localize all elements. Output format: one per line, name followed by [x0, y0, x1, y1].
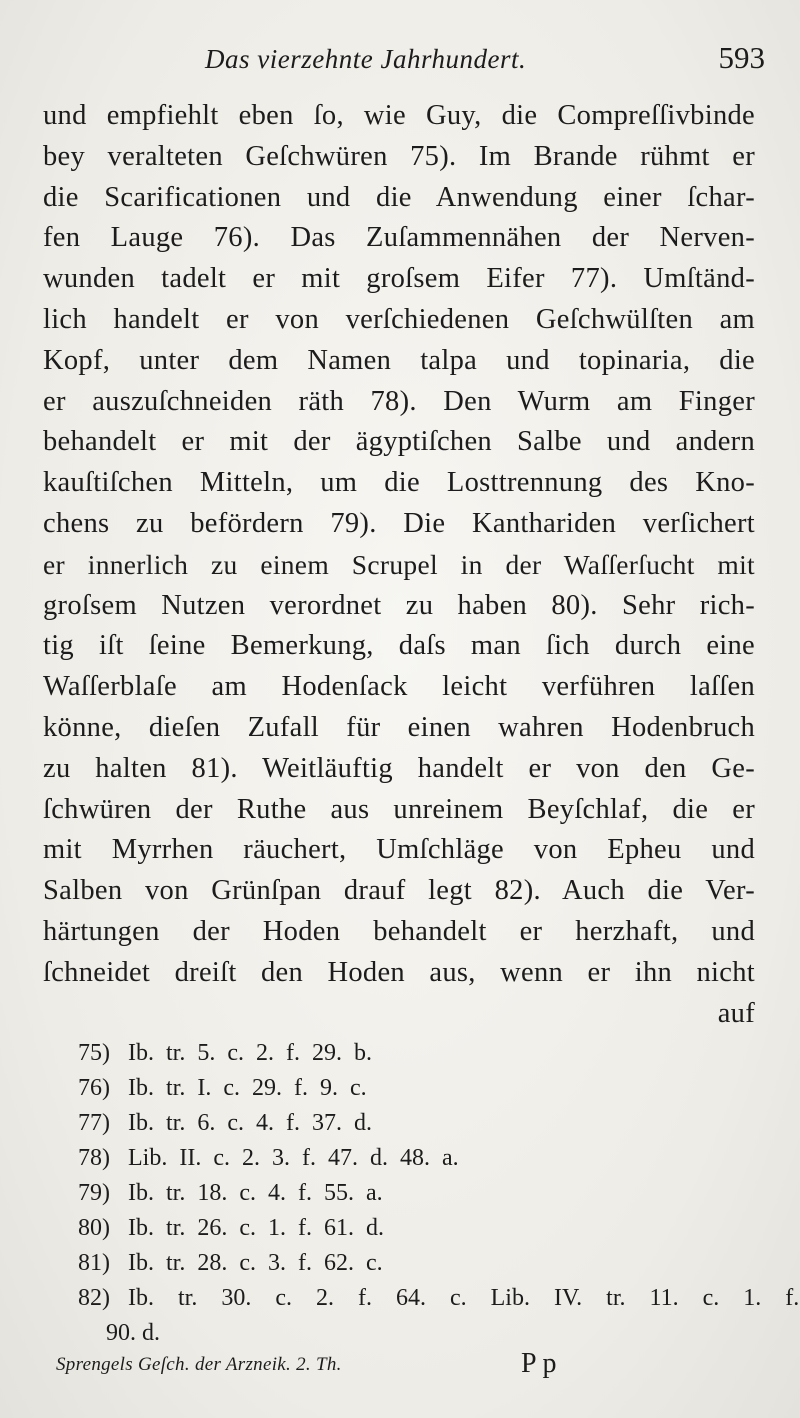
- page-number: 593: [718, 40, 765, 75]
- text-line: und empfiehlt eben ſo, wie Guy, die Compreſſivbinde: [43, 100, 755, 131]
- footnote-reference: Ib. tr. 6. c. 4. f. 37. d.: [128, 1110, 372, 1136]
- footnote-reference: Ib. tr. 18. c. 4. f. 55. a.: [128, 1180, 383, 1206]
- text-line: behandelt er mit der ägyptiſchen Salbe und andern: [43, 426, 755, 458]
- text-line: kauſtiſchen Mitteln, um die Losttrennung des Kno-: [43, 467, 755, 499]
- footnote-reference: Ib. tr. 30. c. 2. f. 64. c. Lib. IV. tr. 11. c. 1. f.: [128, 1285, 800, 1311]
- main-text: [43, 96, 755, 1034]
- text-line: zu halten 81). Weitläuftig handelt er von den Ge-: [43, 752, 755, 784]
- text-line: chens zu befördern 79). Die Kanthariden verſichert: [43, 507, 755, 539]
- footnote-number: 80): [78, 1215, 110, 1241]
- footnote-reference: Ib. tr. 26. c. 1. f. 61. d.: [128, 1215, 384, 1241]
- footnote-number: 76): [78, 1075, 110, 1101]
- footnote-continuation: 90. d.: [106, 1320, 160, 1346]
- text-line: tig iſt ſeine Bemerkung, daſs man ſich durch eine: [43, 630, 755, 662]
- signature-title: Sprengels Geſch. der Arzneik. 2. Th.: [56, 1354, 342, 1375]
- text-line: ſchneidet dreiſt den Hoden aus, wenn er ihn nicht: [43, 956, 755, 988]
- footnote-number: 75): [78, 1040, 110, 1066]
- footnote: [78, 1246, 768, 1281]
- text-line: er auszuſchneiden räth 78). Den Wurm am Finger: [43, 385, 755, 417]
- text-line: die Scarificationen und die Anwendung einer ſchar-: [43, 181, 755, 213]
- page-header: [40, 38, 765, 88]
- text-line: könne, dieſen Zufall für einen wahren Hodenbruch: [43, 711, 755, 743]
- footnote: [78, 1211, 768, 1246]
- text-line: mit Myrrhen räuchert, Umſchläge von Epheu und: [43, 834, 755, 866]
- footnote: [78, 1281, 800, 1316]
- footnote-number: 81): [78, 1250, 110, 1276]
- footnote: [78, 1176, 768, 1211]
- text-line: Waſſerblaſe am Hodenſack leicht verführen laſſen: [43, 671, 755, 703]
- footnote-reference: Lib. II. c. 2. 3. f. 47. d. 48. a.: [128, 1145, 459, 1171]
- text-line: lich handelt er von verſchiedenen Geſchwülſten am: [43, 303, 755, 335]
- text-line: härtungen der Hoden behandelt er herzhaft, und: [43, 915, 755, 947]
- text-line: er innerlich zu einem Scrupel in der Waſſerſucht mit: [43, 548, 755, 580]
- text-line: groſsem Nutzen verordnet zu haben 80). Sehr rich-: [43, 589, 755, 621]
- text-line: Salben von Grünſpan drauf legt 82). Auch die Ver-: [43, 875, 755, 907]
- running-title: Das vierzehnte Jahrhundert.: [205, 44, 527, 74]
- text-line: Kopf, unter dem Namen talpa und topinaria, die: [43, 344, 755, 376]
- text-line: bey veralteten Geſchwüren 75). Im Brande rühmt er: [43, 140, 755, 172]
- footnote: [78, 1036, 768, 1071]
- footnote: [78, 1106, 768, 1141]
- page-footer: [56, 1350, 576, 1386]
- text-line: ſchwüren der Ruthe aus unreinem Beyſchlaf, die er: [43, 793, 755, 825]
- text-line: wunden tadelt er mit groſsem Eifer 77). Umſtänd-: [43, 263, 755, 295]
- footnote: [78, 1071, 768, 1106]
- footnote-reference: Ib. tr. 28. c. 3. f. 62. c.: [128, 1250, 383, 1276]
- footnote-number: 77): [78, 1110, 110, 1136]
- footnotes: [78, 1036, 800, 1351]
- footnote-reference: Ib. tr. 5. c. 2. f. 29. b.: [128, 1040, 372, 1066]
- footnote-reference: Ib. tr. I. c. 29. f. 9. c.: [128, 1075, 367, 1101]
- footnote-number: 78): [78, 1145, 110, 1171]
- text-line: fen Lauge 76). Das Zuſammennähen der Nerven-: [43, 222, 755, 254]
- catchword: auf: [717, 997, 755, 1029]
- signature-mark: P p: [521, 1348, 557, 1379]
- footnote-number: 82): [78, 1285, 110, 1311]
- footnote: [78, 1141, 768, 1176]
- footnote-number: 79): [78, 1180, 110, 1206]
